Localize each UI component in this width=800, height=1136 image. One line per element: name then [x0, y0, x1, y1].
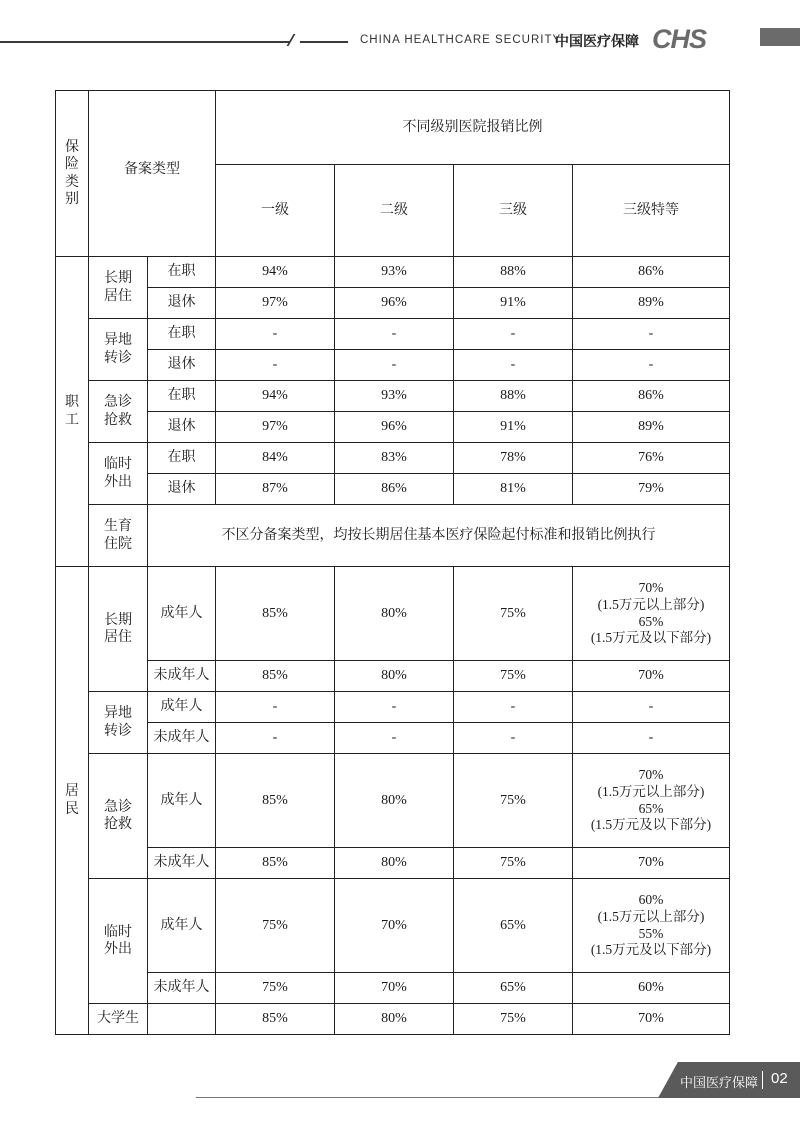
ratio-cell: 88% [454, 381, 573, 412]
record-subtype: 退休 [148, 412, 216, 443]
ratio-cell: - [335, 692, 454, 723]
reimbursement-ratio-table [55, 90, 730, 1035]
ratio-cell: - [216, 692, 335, 723]
ratio-cell: - [216, 319, 335, 350]
ratio-cell: 60% (1.5万元以上部分) 55% (1.5万元及以下部分) [573, 879, 730, 973]
ratio-cell: 75% [454, 661, 573, 692]
ratio-cell: 75% [454, 1004, 573, 1035]
student-name: 大学生 [89, 1004, 148, 1035]
record-subtype: 未成年人 [148, 723, 216, 754]
ratio-cell: 85% [216, 1004, 335, 1035]
ratio-cell: - [573, 319, 730, 350]
header-english-name: CHINA HEALTHCARE SECURITY [360, 34, 562, 46]
ratio-cell: 97% [216, 288, 335, 319]
ratio-cell: 94% [216, 381, 335, 412]
ratio-cell: 85% [216, 567, 335, 661]
header-corner-tab [760, 28, 800, 46]
ratio-cell: 97% [216, 412, 335, 443]
record-subtype: 成年人 [148, 879, 216, 973]
record-subtype: 退休 [148, 350, 216, 381]
record-subtype: 在职 [148, 319, 216, 350]
ratio-cell: - [454, 692, 573, 723]
ratio-cell: 85% [216, 754, 335, 848]
record-subtype: 未成年人 [148, 848, 216, 879]
ratio-cell: 93% [335, 257, 454, 288]
record-subtype: 退休 [148, 288, 216, 319]
header-record-type: 备案类型 [89, 91, 216, 257]
header-insurance-type: 保 险 类 别 [56, 91, 89, 257]
ratio-cell: - [216, 350, 335, 381]
ratio-cell: 70% [335, 879, 454, 973]
header-level: 二级 [335, 165, 454, 257]
ratio-cell: 75% [454, 848, 573, 879]
ratio-cell: 80% [335, 567, 454, 661]
ratio-cell: - [335, 350, 454, 381]
ratio-cell: 84% [216, 443, 335, 474]
ratio-cell: 65% [454, 973, 573, 1004]
record-group-name: 长期 居住 [89, 257, 148, 319]
ratio-cell: - [454, 723, 573, 754]
resident-label: 居 民 [56, 567, 89, 1035]
ratio-cell: - [573, 692, 730, 723]
record-subtype: 成年人 [148, 692, 216, 723]
ratio-cell: 96% [335, 288, 454, 319]
ratio-cell: 75% [216, 973, 335, 1004]
ratio-cell: 78% [454, 443, 573, 474]
ratio-cell: 94% [216, 257, 335, 288]
record-group-name: 急诊 抢救 [89, 381, 148, 443]
ratio-cell: 86% [573, 257, 730, 288]
ratio-cell: 88% [454, 257, 573, 288]
employee-label: 职 工 [56, 257, 89, 567]
record-subtype: 成年人 [148, 754, 216, 848]
footer-title: 中国医疗保障 [680, 1076, 759, 1091]
ratio-cell: 70% [573, 848, 730, 879]
ratio-cell: 91% [454, 412, 573, 443]
ratio-cell: 80% [335, 754, 454, 848]
ratio-cell: - [335, 319, 454, 350]
record-subtype: 成年人 [148, 567, 216, 661]
ratio-cell: 65% [454, 879, 573, 973]
record-group-name: 异地 转诊 [89, 692, 148, 754]
ratio-cell: 80% [335, 1004, 454, 1035]
chs-logo: CHS [652, 24, 707, 54]
ratio-cell: 80% [335, 848, 454, 879]
record-subtype: 在职 [148, 443, 216, 474]
header-level: 三级特等 [573, 165, 730, 257]
ratio-cell: 79% [573, 474, 730, 505]
ratio-cell: 70% (1.5万元以上部分) 65% (1.5万元及以下部分) [573, 754, 730, 848]
ratio-cell: 86% [573, 381, 730, 412]
ratio-cell: 89% [573, 412, 730, 443]
header-rule-tick [287, 34, 296, 46]
table-body [56, 91, 730, 1035]
ratio-cell: 83% [335, 443, 454, 474]
ratio-cell: - [335, 723, 454, 754]
page-number: 02 [771, 1070, 788, 1087]
ratio-cell: 89% [573, 288, 730, 319]
record-group-name: 急诊 抢救 [89, 754, 148, 879]
footer-rule [196, 1097, 666, 1098]
record-group-name: 临时 外出 [89, 443, 148, 505]
record-group-name: 长期 居住 [89, 567, 148, 692]
ratio-cell: 75% [454, 754, 573, 848]
student-subtype [148, 1004, 216, 1035]
ratio-cell: 70% [573, 1004, 730, 1035]
ratio-cell: 60% [573, 973, 730, 1004]
ratio-cell: 70% [573, 661, 730, 692]
header-level: 一级 [216, 165, 335, 257]
ratio-cell: 70% (1.5万元以上部分) 65% (1.5万元及以下部分) [573, 567, 730, 661]
ratio-cell: 96% [335, 412, 454, 443]
header-level: 三级 [454, 165, 573, 257]
footer-divider [762, 1071, 763, 1089]
ratio-cell: - [454, 319, 573, 350]
ratio-cell: - [573, 350, 730, 381]
ratio-cell: 75% [454, 567, 573, 661]
ratio-cell: 70% [335, 973, 454, 1004]
record-group-name: 异地 转诊 [89, 319, 148, 381]
ratio-cell: 86% [335, 474, 454, 505]
ratio-cell: 75% [216, 879, 335, 973]
ratio-cell: 85% [216, 848, 335, 879]
ratio-cell: 76% [573, 443, 730, 474]
record-subtype: 在职 [148, 257, 216, 288]
record-subtype: 未成年人 [148, 973, 216, 1004]
ratio-cell: 85% [216, 661, 335, 692]
ratio-cell: - [573, 723, 730, 754]
ratio-cell: 87% [216, 474, 335, 505]
header-rule-right [300, 41, 348, 43]
ratio-cell: 81% [454, 474, 573, 505]
ratio-cell: - [216, 723, 335, 754]
record-subtype: 未成年人 [148, 661, 216, 692]
maternity-name: 生育 住院 [89, 505, 148, 567]
header-ratio-group: 不同级别医院报销比例 [216, 91, 730, 165]
maternity-note: 不区分备案类型，均按长期居住基本医疗保险起付标准和报销比例执行 [148, 505, 730, 567]
ratio-cell: 80% [335, 661, 454, 692]
ratio-cell: 91% [454, 288, 573, 319]
ratio-cell: 93% [335, 381, 454, 412]
ratio-cell: - [454, 350, 573, 381]
record-group-name: 临时 外出 [89, 879, 148, 1004]
record-subtype: 退休 [148, 474, 216, 505]
record-subtype: 在职 [148, 381, 216, 412]
header-chinese-name: 中国医疗保障 [555, 34, 639, 50]
header-rule-left [0, 41, 290, 43]
